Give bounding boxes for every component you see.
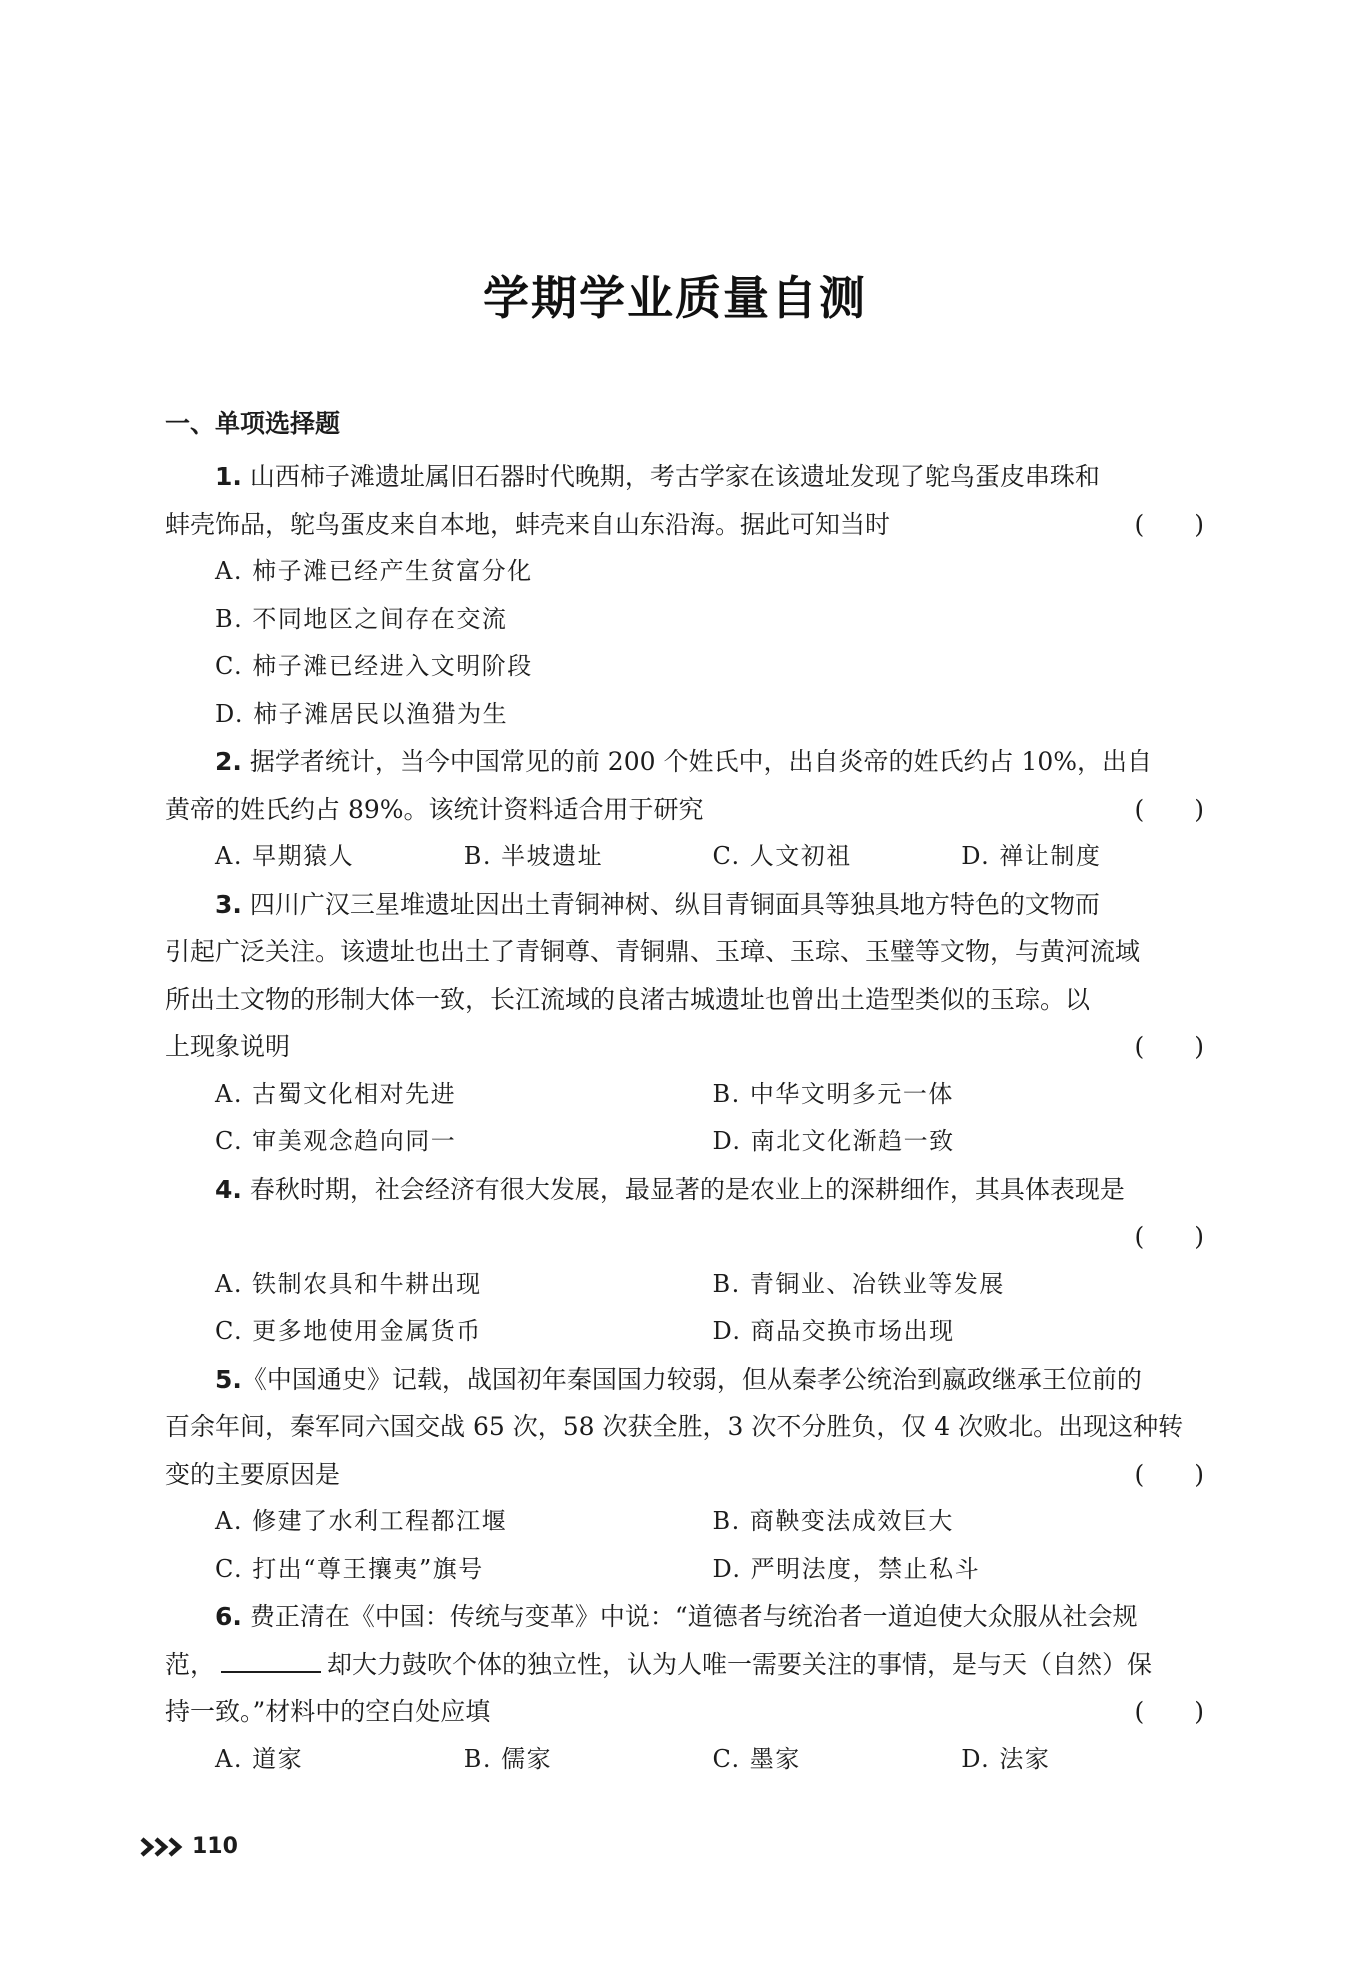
question-stem bbox=[165, 453, 1210, 501]
question-stem bbox=[165, 1593, 1210, 1641]
stem-line: 却大力鼓吹个体的独立性，认为人唯一需要关注的事情，是与天（自然）保 bbox=[327, 1649, 1153, 1679]
question-stem bbox=[165, 1356, 1210, 1404]
answer-bracket[interactable]: ( ) bbox=[1134, 1032, 1204, 1061]
triple-chevron-right-icon bbox=[140, 1837, 186, 1857]
question-number: 5. bbox=[215, 1364, 242, 1394]
stem-line: 据学者统计，当今中国常见的前 200 个姓氏中，出自炎帝的姓氏约占 10%，出自 bbox=[249, 747, 1152, 776]
option-a[interactable]: A. 道家 bbox=[215, 1744, 304, 1773]
stem-line: 春秋时期，社会经济有很大发展，最显著的是农业上的深耕细作，其具体表现是 bbox=[249, 1174, 1125, 1204]
stem-line-with-blank bbox=[165, 1641, 1210, 1689]
options bbox=[165, 1261, 1210, 1356]
option-c[interactable]: C. 墨家 bbox=[712, 1744, 801, 1773]
question-4 bbox=[165, 1166, 1210, 1356]
options bbox=[165, 1071, 1210, 1166]
option-b[interactable]: B. 中华文明多元一体 bbox=[712, 1079, 954, 1108]
answer-bracket[interactable]: ( ) bbox=[1134, 1459, 1204, 1489]
stem-last-line bbox=[165, 501, 1210, 549]
option-d[interactable]: D. 南北文化渐趋一致 bbox=[712, 1127, 955, 1155]
option-d[interactable]: D. 禅让制度 bbox=[961, 842, 1102, 870]
option-b[interactable]: B. 半坡遗址 bbox=[463, 842, 604, 870]
options bbox=[165, 1736, 1210, 1784]
stem-last-line bbox=[165, 1023, 1210, 1071]
answer-bracket[interactable]: ( ) bbox=[1134, 794, 1204, 824]
option-a[interactable]: A. 铁制农具和牛耕出现 bbox=[215, 1269, 482, 1298]
stem-last-line bbox=[165, 1688, 1210, 1736]
question-number: 6. bbox=[215, 1602, 242, 1631]
options bbox=[165, 548, 1210, 738]
page-number: 110 bbox=[192, 1834, 238, 1859]
question-number: 3. bbox=[215, 889, 242, 919]
question-1 bbox=[165, 453, 1210, 738]
option-c[interactable]: C. 更多地使用金属货币 bbox=[215, 1317, 482, 1345]
stem-line: 持一致。”材料中的空白处应填 bbox=[165, 1697, 491, 1726]
question-number: 1. bbox=[215, 462, 242, 491]
stem-line: 所出土文物的形制大体一致，长江流域的良渚古城遗址也曾出土造型类似的玉琮。以 bbox=[165, 984, 1091, 1014]
stem-line: 山西柿子滩遗址属旧石器时代晚期，考古学家在该遗址发现了鸵鸟蛋皮串珠和 bbox=[249, 462, 1100, 491]
stem-line: 变的主要原因是 bbox=[165, 1459, 341, 1489]
section-title: 一、单项选择题 bbox=[165, 409, 341, 438]
page-title: 学期学业质量自测 bbox=[483, 271, 867, 325]
fill-blank[interactable] bbox=[221, 1649, 321, 1673]
option-b[interactable]: B. 青铜业、冶铁业等发展 bbox=[712, 1269, 1005, 1298]
stem-line: 引起广泛关注。该遗址也出土了青铜尊、青铜鼎、玉璋、玉琮、玉璧等文物，与黄河流域 bbox=[165, 937, 1141, 966]
question-stem bbox=[165, 738, 1210, 786]
option-b[interactable]: B. 不同地区之间存在交流 bbox=[215, 604, 508, 633]
stem-last-line bbox=[165, 1213, 1210, 1261]
question-list bbox=[165, 405, 1210, 1783]
option-a[interactable]: A. 早期猿人 bbox=[215, 842, 355, 870]
stem-line: 上现象说明 bbox=[165, 1032, 291, 1061]
stem-last-line bbox=[165, 1451, 1210, 1499]
answer-bracket[interactable]: ( ) bbox=[1134, 1697, 1204, 1726]
option-d[interactable]: D. 柿子滩居民以渔猎为生 bbox=[215, 699, 509, 728]
question-number: 4. bbox=[215, 1174, 242, 1204]
question-stem bbox=[165, 881, 1210, 929]
option-b[interactable]: B. 儒家 bbox=[463, 1744, 553, 1773]
stem-prefix: 范， bbox=[165, 1649, 216, 1679]
question-6 bbox=[165, 1593, 1210, 1783]
question-3 bbox=[165, 881, 1210, 1166]
question-stem bbox=[165, 1166, 1210, 1214]
option-c[interactable]: C. 柿子滩已经进入文明阶段 bbox=[215, 652, 533, 680]
stem-line: 蚌壳饰品，鸵鸟蛋皮来自本地，蚌壳来自山东沿海。据此可知当时 bbox=[165, 509, 891, 539]
stem-line: 黄帝的姓氏约占 89%。该统计资料适合用于研究 bbox=[165, 794, 704, 824]
stem-line: 《中国通史》记载，战国初年秦国国力较弱，但从秦孝公统治到嬴政继承王位前的 bbox=[241, 1364, 1142, 1394]
page-footer bbox=[140, 1834, 238, 1859]
question-number: 2. bbox=[215, 747, 242, 776]
stem-line: 百余年间，秦军同六国交战 65 次，58 次获全胜，3 次不分胜负，仅 4 次败北。出现这种转 bbox=[165, 1412, 1184, 1441]
options bbox=[165, 833, 1210, 881]
answer-bracket[interactable]: ( ) bbox=[1134, 1222, 1204, 1251]
option-c[interactable]: C. 打出“尊王攘夷”旗号 bbox=[215, 1554, 484, 1583]
option-a[interactable]: A. 修建了水利工程都江堰 bbox=[215, 1507, 508, 1535]
stem-last-line bbox=[165, 786, 1210, 834]
question-2 bbox=[165, 738, 1210, 881]
option-b[interactable]: B. 商鞅变法成效巨大 bbox=[712, 1507, 954, 1535]
options bbox=[165, 1498, 1210, 1593]
option-a[interactable]: A. 柿子滩已经产生贫富分化 bbox=[215, 557, 533, 585]
stem-line: 费正清在《中国：传统与变革》中说：“道德者与统治者一道迫使大众服从社会规 bbox=[249, 1602, 1138, 1631]
option-c[interactable]: C. 人文初祖 bbox=[712, 842, 852, 870]
question-5 bbox=[165, 1356, 1210, 1594]
option-a[interactable]: A. 古蜀文化相对先进 bbox=[215, 1079, 457, 1108]
option-d[interactable]: D. 严明法度，禁止私斗 bbox=[712, 1554, 981, 1583]
stem-line: 四川广汉三星堆遗址因出土青铜神树、纵目青铜面具等独具地方特色的文物而 bbox=[249, 889, 1100, 919]
option-c[interactable]: C. 审美观念趋向同一 bbox=[215, 1127, 457, 1155]
option-d[interactable]: D. 法家 bbox=[961, 1744, 1051, 1773]
answer-bracket[interactable]: ( ) bbox=[1134, 509, 1204, 539]
option-d[interactable]: D. 商品交换市场出现 bbox=[712, 1317, 955, 1345]
